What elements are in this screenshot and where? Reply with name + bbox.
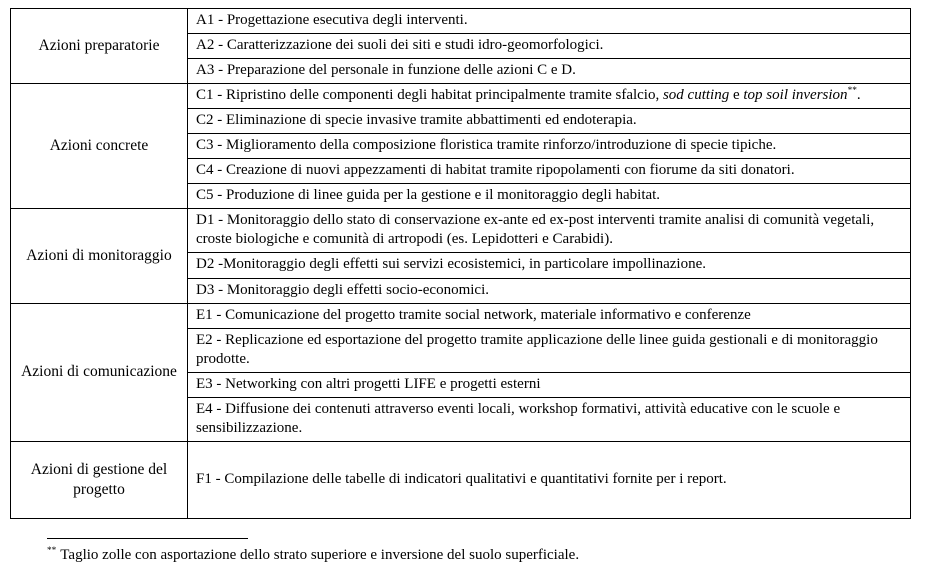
footnote-text bbox=[47, 546, 911, 566]
action-cell bbox=[188, 159, 911, 184]
action-text-segment: E4 - Diffusione dei contenuti attraverso eventi locali, workshop formativi, attività educative con le scuole e sensibilizzazione. bbox=[196, 400, 841, 436]
action-text-segment: top soil inversion bbox=[743, 87, 848, 104]
action-cell bbox=[188, 134, 911, 159]
table-row bbox=[11, 9, 911, 34]
action-text-segment: D3 - Monitoraggio degli effetti socio-economici. bbox=[196, 281, 489, 298]
table-row bbox=[11, 84, 911, 109]
footnote-marker: ** bbox=[47, 545, 57, 556]
footnote-reference-marker: ** bbox=[847, 86, 857, 97]
action-cell bbox=[188, 184, 911, 209]
action-cell bbox=[188, 84, 911, 109]
document-page bbox=[10, 8, 911, 565]
action-text-segment: C4 - Creazione di nuovi appezzamenti di habitat tramite ripopolamenti con fiorume da siti donatori. bbox=[196, 162, 795, 179]
action-text-segment: . bbox=[856, 87, 861, 104]
action-text-segment: sod cutting bbox=[662, 87, 730, 104]
action-cell bbox=[188, 59, 911, 84]
action-text-segment: e bbox=[729, 87, 744, 104]
action-text-segment: C5 - Produzione di linee guida per la gestione e il monitoraggio degli habitat. bbox=[196, 187, 661, 204]
action-cell bbox=[188, 328, 911, 372]
action-cell bbox=[188, 278, 911, 303]
action-cell bbox=[188, 441, 911, 518]
action-cell bbox=[188, 397, 911, 441]
footnote bbox=[47, 538, 911, 566]
category-cell: Azioni concrete bbox=[11, 84, 188, 209]
action-text-segment: D1 - Monitoraggio dello stato di conservazione ex-ante ed ex-post interventi tramite analisi di comunità vegetali, croste biologiche e comunità di artropodi (es. Lepidotteri e Carabidi). bbox=[196, 212, 875, 248]
table-row bbox=[11, 303, 911, 328]
action-text-segment: C1 - Ripristino delle componenti degli habitat principalmente tramite sfalcio, bbox=[196, 87, 663, 104]
action-cell bbox=[188, 303, 911, 328]
table-row bbox=[11, 441, 911, 518]
action-text-segment: A1 - Progettazione esecutiva degli interventi. bbox=[196, 12, 468, 28]
action-cell bbox=[188, 34, 911, 59]
action-text-segment: D2 -Monitoraggio degli effetti sui servizi ecosistemici, in particolare impollinazione. bbox=[196, 256, 706, 273]
category-cell: Azioni di gestione del progetto bbox=[11, 441, 188, 518]
action-cell bbox=[188, 253, 911, 278]
actions-table bbox=[10, 8, 911, 519]
action-cell bbox=[188, 109, 911, 134]
table-row bbox=[11, 209, 911, 253]
action-text-segment: C3 - Miglioramento della composizione floristica tramite rinforzo/introduzione di specie tipiche. bbox=[196, 137, 777, 154]
action-text-segment: A3 - Preparazione del personale in funzione delle azioni C e D. bbox=[196, 62, 576, 79]
category-cell: Azioni di comunicazione bbox=[11, 303, 188, 441]
action-cell bbox=[188, 9, 911, 34]
action-text-segment: F1 - Compilazione delle tabelle di indicatori qualitativi e quantitativi fornite per i report. bbox=[196, 470, 727, 487]
action-text-segment: C2 - Eliminazione di specie invasive tramite abbattimenti ed endoterapia. bbox=[196, 112, 637, 129]
footnote-divider bbox=[47, 538, 248, 539]
action-text-segment: E3 - Networking con altri progetti LIFE e progetti esterni bbox=[196, 375, 541, 392]
action-text-segment: E2 - Replicazione ed esportazione del progetto tramite applicazione delle linee guida gestionali e di monitoraggio prodotte. bbox=[196, 331, 878, 367]
action-text-segment: E1 - Comunicazione del progetto tramite social network, materiale informativo e conferenze bbox=[196, 306, 751, 323]
action-cell bbox=[188, 372, 911, 397]
action-cell bbox=[188, 209, 911, 253]
category-cell: Azioni preparatorie bbox=[11, 9, 188, 84]
footnote-body: Taglio zolle con asportazione dello strato superiore e inversione del suolo superficiale. bbox=[60, 546, 580, 563]
actions-table-body bbox=[11, 9, 911, 519]
category-cell: Azioni di monitoraggio bbox=[11, 209, 188, 303]
action-text-segment: A2 - Caratterizzazione dei suoli dei siti e studi idro-geomorfologici. bbox=[196, 37, 604, 54]
